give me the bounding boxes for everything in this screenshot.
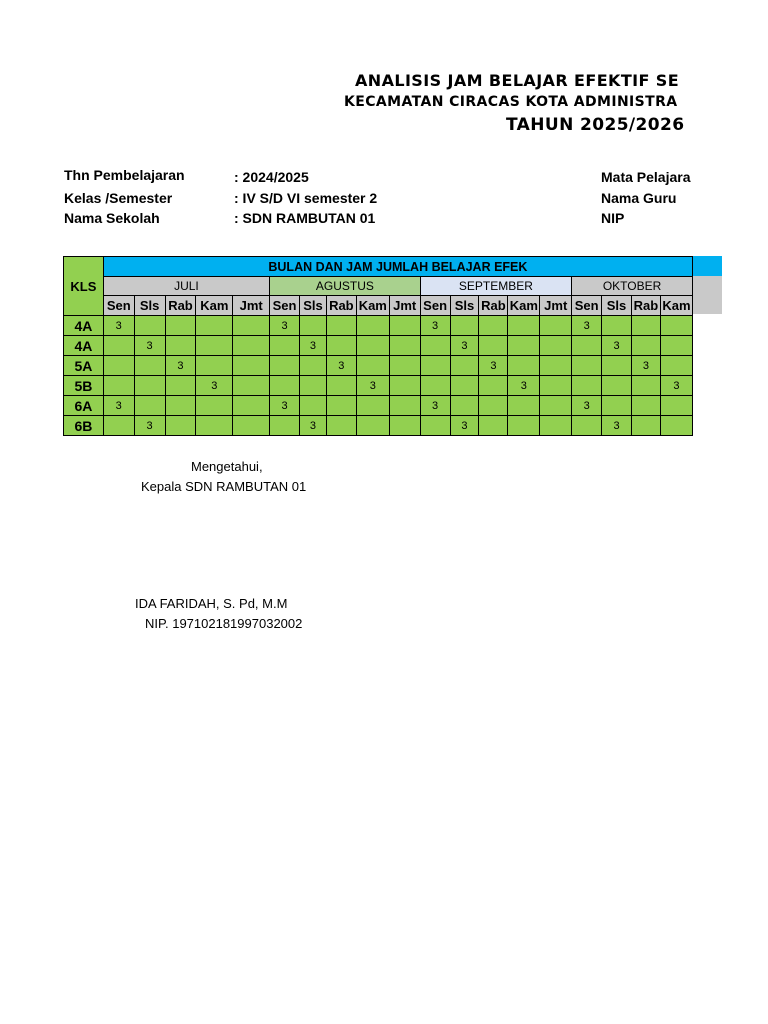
hours-cell: 3: [420, 396, 450, 416]
hours-cell: [450, 356, 479, 376]
hours-cell: [450, 376, 479, 396]
day-header: Kam: [356, 296, 389, 316]
month-header: SEPTEMBER: [420, 277, 572, 296]
hours-cell: 3: [602, 336, 632, 356]
hours-cell: [389, 336, 420, 356]
hours-cell: [165, 376, 196, 396]
hours-cell: 3: [479, 356, 508, 376]
hours-cell: 3: [631, 356, 660, 376]
hours-cell: 3: [508, 376, 540, 396]
table-row: [64, 416, 693, 436]
hours-cell: [270, 356, 300, 376]
kelas-label: Kelas /Semester: [64, 190, 173, 206]
hours-cell: [165, 316, 196, 336]
hours-cell: [508, 396, 540, 416]
hours-cell: 3: [420, 316, 450, 336]
day-header: Rab: [165, 296, 196, 316]
hours-cell: [134, 396, 165, 416]
hours-cell: 3: [450, 336, 479, 356]
signer-nip: NIP. 197102181997032002: [145, 616, 303, 631]
hours-cell: [103, 376, 134, 396]
day-header: Jmt: [389, 296, 420, 316]
hours-cell: [233, 416, 270, 436]
hours-cell: [479, 336, 508, 356]
hours-cell: [196, 416, 233, 436]
hours-cell: [196, 336, 233, 356]
hours-cell: [356, 336, 389, 356]
day-header: Sls: [602, 296, 632, 316]
hours-cell: [300, 356, 327, 376]
hours-cell: [233, 396, 270, 416]
day-header: Sls: [450, 296, 479, 316]
day-header: Kam: [660, 296, 692, 316]
hours-cell: [233, 316, 270, 336]
hours-cell: [233, 376, 270, 396]
hours-cell: [103, 356, 134, 376]
hours-cell: 3: [134, 416, 165, 436]
schedule-table: [63, 256, 693, 436]
hours-cell: [389, 316, 420, 336]
hours-cell: [660, 356, 692, 376]
hours-cell: [450, 316, 479, 336]
kelas-value: : IV S/D VI semester 2: [234, 190, 378, 206]
hours-cell: [602, 376, 632, 396]
hours-cell: [196, 316, 233, 336]
table-row: [64, 396, 693, 416]
guru-label: Nama Guru: [601, 190, 677, 206]
hours-cell: [540, 336, 572, 356]
hours-cell: 3: [450, 416, 479, 436]
hours-cell: [631, 396, 660, 416]
hours-cell: [270, 336, 300, 356]
hours-cell: [389, 356, 420, 376]
hours-cell: [602, 316, 632, 336]
day-header: Jmt: [540, 296, 572, 316]
table-banner-extension: [693, 256, 722, 276]
hours-cell: [631, 336, 660, 356]
class-label: 4A: [64, 316, 104, 336]
document-title: ANALISIS JAM BELAJAR EFEKTIF SE: [355, 71, 680, 90]
hours-cell: [233, 336, 270, 356]
hours-cell: [540, 376, 572, 396]
hours-cell: [508, 356, 540, 376]
day-header: Sen: [572, 296, 602, 316]
hours-cell: [134, 356, 165, 376]
hours-cell: 3: [300, 336, 327, 356]
hours-cell: [356, 416, 389, 436]
hours-cell: [660, 336, 692, 356]
day-header: Sen: [420, 296, 450, 316]
hours-cell: [450, 396, 479, 416]
hours-cell: [631, 376, 660, 396]
signer-name: IDA FARIDAH, S. Pd, M.M: [135, 596, 288, 611]
hours-cell: [270, 416, 300, 436]
hours-cell: 3: [270, 316, 300, 336]
hours-cell: [389, 416, 420, 436]
day-header: Rab: [326, 296, 356, 316]
hours-cell: 3: [572, 396, 602, 416]
hours-cell: [479, 416, 508, 436]
hours-cell: [300, 316, 327, 336]
hours-cell: [508, 336, 540, 356]
hours-cell: [660, 316, 692, 336]
hours-cell: [326, 396, 356, 416]
hours-cell: [134, 376, 165, 396]
hours-cell: [165, 416, 196, 436]
hours-cell: [479, 376, 508, 396]
hours-cell: 3: [196, 376, 233, 396]
day-header: Sls: [300, 296, 327, 316]
day-row: [64, 296, 693, 316]
hours-cell: 3: [326, 356, 356, 376]
hours-cell: [660, 396, 692, 416]
hours-cell: [103, 336, 134, 356]
hours-cell: [326, 336, 356, 356]
day-header: Rab: [631, 296, 660, 316]
hours-cell: [508, 316, 540, 336]
hours-cell: [572, 356, 602, 376]
hours-cell: [420, 356, 450, 376]
hours-cell: 3: [103, 316, 134, 336]
hours-cell: [631, 416, 660, 436]
hours-cell: [508, 416, 540, 436]
hours-cell: [572, 336, 602, 356]
mengetahui-text: Mengetahui,: [191, 459, 263, 474]
banner-row: [64, 257, 693, 277]
hours-cell: [233, 356, 270, 376]
hours-cell: [196, 396, 233, 416]
day-header: Sen: [103, 296, 134, 316]
day-header: Sls: [134, 296, 165, 316]
hours-cell: 3: [270, 396, 300, 416]
hours-cell: [479, 396, 508, 416]
day-header: Rab: [479, 296, 508, 316]
hours-cell: 3: [660, 376, 692, 396]
thn-label: Thn Pembelajaran: [64, 167, 185, 183]
hours-cell: [326, 316, 356, 336]
class-label: 6B: [64, 416, 104, 436]
hours-cell: [540, 356, 572, 376]
hours-cell: [602, 356, 632, 376]
nip-label: NIP: [601, 210, 625, 226]
hours-cell: [300, 396, 327, 416]
hours-cell: 3: [300, 416, 327, 436]
hours-cell: [420, 336, 450, 356]
table-row: [64, 316, 693, 336]
hours-cell: [420, 416, 450, 436]
month-row: [64, 277, 693, 296]
hours-cell: [103, 416, 134, 436]
hours-cell: [540, 316, 572, 336]
hours-cell: [165, 336, 196, 356]
day-header: Sen: [270, 296, 300, 316]
hours-cell: [270, 376, 300, 396]
hours-cell: [389, 376, 420, 396]
hours-cell: 3: [356, 376, 389, 396]
hours-cell: 3: [572, 316, 602, 336]
document-year: TAHUN 2025/2026: [506, 115, 685, 135]
hours-cell: 3: [134, 336, 165, 356]
day-header: Kam: [508, 296, 540, 316]
hours-cell: [356, 356, 389, 376]
hours-cell: [356, 316, 389, 336]
month-header: OKTOBER: [572, 277, 693, 296]
hours-cell: [540, 416, 572, 436]
hours-cell: [165, 396, 196, 416]
table-row: [64, 356, 693, 376]
hours-cell: [572, 416, 602, 436]
class-label: 6A: [64, 396, 104, 416]
hours-cell: [389, 396, 420, 416]
kepala-text: Kepala SDN RAMBUTAN 01: [141, 479, 307, 494]
month-header: JULI: [103, 277, 269, 296]
thn-value: : 2024/2025: [234, 169, 309, 185]
hours-cell: 3: [165, 356, 196, 376]
hours-cell: [572, 376, 602, 396]
sekolah-label: Nama Sekolah: [64, 210, 160, 226]
month-header: AGUSTUS: [270, 277, 421, 296]
sekolah-value: : SDN RAMBUTAN 01: [234, 210, 376, 226]
hours-cell: [300, 376, 327, 396]
hours-cell: [631, 316, 660, 336]
mapel-label: Mata Pelajara: [601, 169, 691, 185]
banner-header: BULAN DAN JAM JUMLAH BELAJAR EFEK: [103, 257, 692, 277]
hours-cell: 3: [602, 416, 632, 436]
hours-cell: [660, 416, 692, 436]
day-header: Kam: [196, 296, 233, 316]
table-row: [64, 376, 693, 396]
hours-cell: [420, 376, 450, 396]
document-subtitle: KECAMATAN CIRACAS KOTA ADMINISTRA: [344, 94, 678, 110]
hours-cell: [356, 396, 389, 416]
hours-cell: [326, 416, 356, 436]
hours-cell: [602, 396, 632, 416]
hours-cell: 3: [103, 396, 134, 416]
hours-cell: [196, 356, 233, 376]
class-label: 5B: [64, 376, 104, 396]
day-header: Jmt: [233, 296, 270, 316]
hours-cell: [134, 316, 165, 336]
hours-cell: [540, 396, 572, 416]
hours-cell: [326, 376, 356, 396]
table-row: [64, 336, 693, 356]
class-label: 5A: [64, 356, 104, 376]
hours-cell: [479, 316, 508, 336]
kls-header: KLS: [64, 257, 104, 316]
class-label: 4A: [64, 336, 104, 356]
